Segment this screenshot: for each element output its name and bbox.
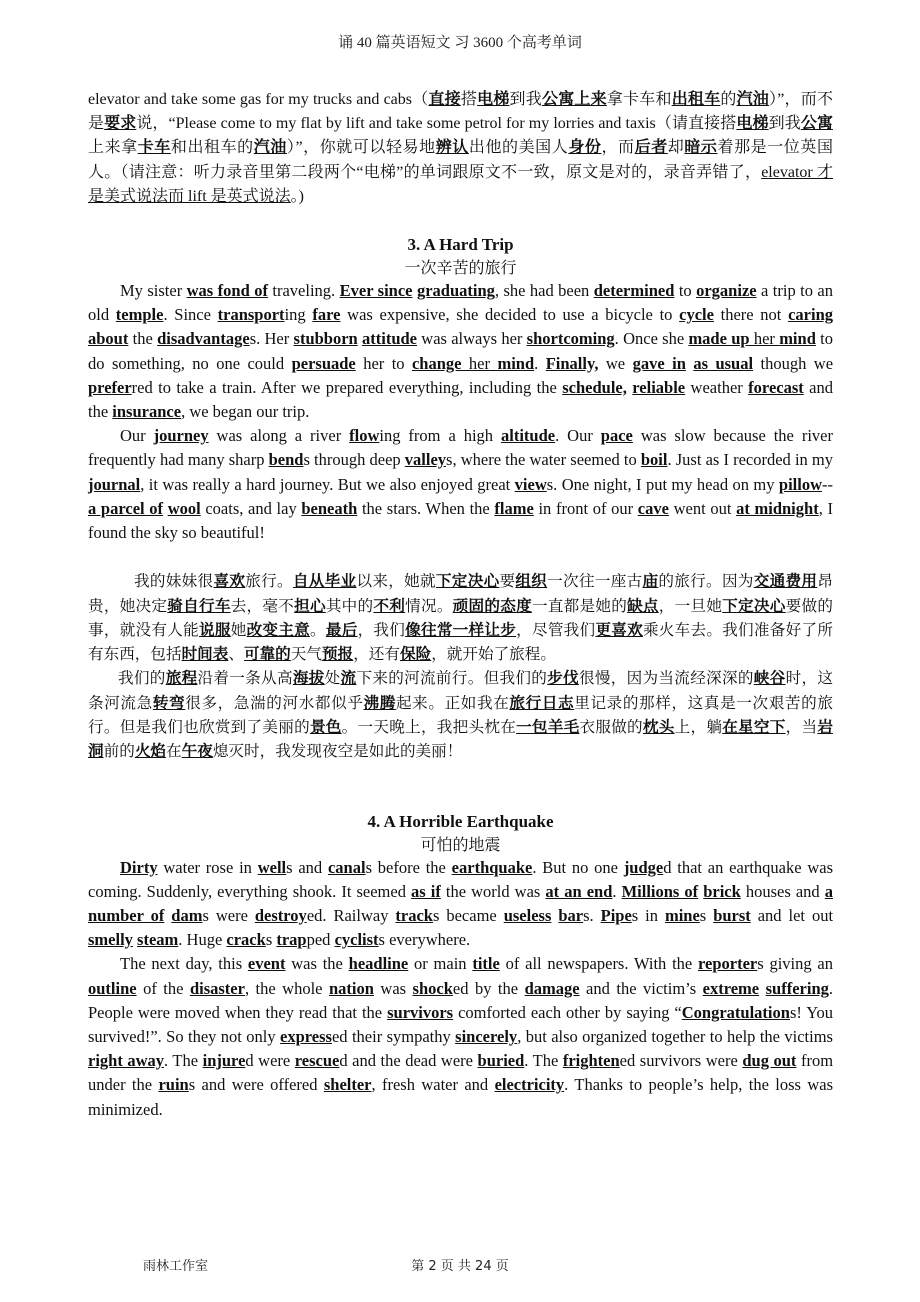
keyword: forecast xyxy=(748,377,804,397)
text-run: ，我们 xyxy=(357,620,406,639)
keyword: disadvantage xyxy=(157,329,250,349)
text-run: 乘火车去。我们准备好了所有东西，包括 xyxy=(88,620,833,664)
keyword: 午夜 xyxy=(181,742,213,761)
text-run: her xyxy=(749,329,780,349)
text-run: of the xyxy=(136,978,190,998)
document-body xyxy=(88,88,833,1122)
keyword: frighten xyxy=(562,1051,620,1071)
keyword: determined xyxy=(593,281,675,301)
keyword: express xyxy=(280,1027,332,1047)
text-run: s, where the water seemed to xyxy=(446,450,641,470)
keyword: temple xyxy=(115,305,164,325)
keyword: was fond of xyxy=(186,281,268,301)
text-run: s became xyxy=(432,906,504,926)
keyword: 不利 xyxy=(373,596,406,615)
text-run: , she had been xyxy=(494,281,594,301)
text-run: . Huge xyxy=(178,930,227,950)
keyword: Dirty xyxy=(120,857,158,877)
keyword: made up xyxy=(688,329,750,349)
text-run: 一次往一座古 xyxy=(547,572,643,591)
text-run: 上，躺 xyxy=(674,718,723,737)
keyword: altitude xyxy=(501,426,556,446)
keyword: brick xyxy=(703,881,741,901)
keyword: shelter xyxy=(323,1075,372,1095)
keyword: Finally, xyxy=(545,353,599,373)
text-run: . People were moved when they read that the xyxy=(88,978,833,1022)
text-run: 沿着一条从高 xyxy=(197,669,293,688)
text-run: . The xyxy=(524,1051,563,1071)
keyword: 自从毕业 xyxy=(292,572,357,591)
text-run: and let out xyxy=(750,906,834,926)
text-run: houses and xyxy=(740,881,825,901)
text-run: 却 xyxy=(667,139,685,157)
text-run: 到我 xyxy=(509,91,542,108)
text-run: ing xyxy=(284,305,313,325)
text-run: , we began our trip. xyxy=(181,402,310,422)
keyword: 旅行日志 xyxy=(509,693,575,712)
text-run: 、 xyxy=(228,645,244,664)
keyword: disaster xyxy=(189,978,245,998)
keyword: beneath xyxy=(301,498,358,518)
paragraph xyxy=(88,856,833,953)
text-run: was slow because the river frequently had many sharp xyxy=(88,426,833,470)
keyword: stubborn xyxy=(293,329,358,349)
keyword: 下定决心 xyxy=(435,572,500,591)
keyword: crack xyxy=(226,930,266,950)
keyword: 时间表 xyxy=(181,645,229,664)
text-run: 熄灭时，我发现夜空是如此的美丽！ xyxy=(212,742,463,761)
keyword: graduating xyxy=(416,281,495,301)
keyword: wool xyxy=(167,498,201,518)
keyword: mine xyxy=(664,906,700,926)
keyword: survivors xyxy=(387,1002,454,1022)
keyword: attitude xyxy=(362,329,418,349)
text-run: went out xyxy=(668,498,737,518)
text-run: . xyxy=(612,881,622,901)
keyword: flame xyxy=(494,498,534,518)
keyword: rescue xyxy=(294,1051,340,1071)
keyword: bend xyxy=(268,450,304,470)
text-run: and the xyxy=(88,377,833,422)
keyword: mind xyxy=(497,353,535,373)
text-run: 时，这条河流急 xyxy=(88,669,833,712)
keyword: pace xyxy=(600,426,633,446)
keyword: a number of xyxy=(88,881,833,926)
paragraph xyxy=(88,569,833,666)
text-run: water rose in xyxy=(157,857,258,877)
text-run: ）”，你就可以轻易地 xyxy=(286,139,436,157)
keyword: trap xyxy=(276,930,307,950)
text-run: was always her xyxy=(417,329,527,349)
keyword: 沸腾 xyxy=(363,693,396,712)
text-run: 情况。 xyxy=(405,596,453,615)
keyword: burst xyxy=(713,906,751,926)
keyword: mind xyxy=(779,329,816,349)
keyword: 辨认 xyxy=(435,139,469,157)
text-run: , but also organized together to help the victims xyxy=(517,1027,833,1047)
text-run: her xyxy=(461,353,498,373)
keyword: well xyxy=(257,857,287,877)
keyword: fare xyxy=(312,305,341,325)
text-run: and the victim’s xyxy=(579,978,703,998)
text-run: ped xyxy=(306,930,335,950)
text-run: s were xyxy=(202,906,255,926)
keyword: useless xyxy=(503,906,552,926)
text-run: red to take a train. After we prepared everything, including the xyxy=(131,377,563,397)
keyword: caring about xyxy=(88,305,834,349)
paragraph xyxy=(88,666,833,763)
keyword: 担心 xyxy=(294,596,326,615)
text-run: , the whole xyxy=(244,978,329,998)
keyword: as if xyxy=(411,881,441,901)
keyword: journey xyxy=(153,426,209,446)
keyword: electricity xyxy=(494,1075,565,1095)
text-run: 衣服做的 xyxy=(579,718,643,737)
keyword: 火焰 xyxy=(134,742,167,761)
text-run: 天气 xyxy=(290,645,322,664)
keyword: journal xyxy=(88,474,141,494)
text-run: ，尽管我们 xyxy=(516,620,596,639)
text-run: 着那是一位英国人。（请注意：听力录音里第二段两个“电梯”的单词跟原文不一致，原文是对的，录音弄错了， xyxy=(88,139,833,181)
text-run: 的 xyxy=(720,91,737,108)
spacer xyxy=(88,764,833,810)
keyword: 旅程 xyxy=(165,669,198,688)
text-run: 里记录的那样，这真是一次艰苦的旅行。但是我们也欣赏到了美丽的 xyxy=(88,693,833,737)
text-run: though we xyxy=(753,353,834,373)
text-run: 搭 xyxy=(460,91,478,108)
text-run: elevator 才是美式说法而 lift 是英式说法 xyxy=(88,163,833,205)
text-run: 说，“Please come to my flat by lift and take some petrol for my lorries and taxis（请直接搭 xyxy=(136,115,737,133)
keyword: 在星空下 xyxy=(722,718,786,737)
text-run: 要做的事，就没有人能 xyxy=(88,596,833,639)
text-run: to xyxy=(674,281,697,301)
text-run: 很慢，因为当流经深深的 xyxy=(578,669,754,688)
keyword: injure xyxy=(202,1051,246,1071)
keyword: insurance xyxy=(112,402,182,422)
text-run: ，还有 xyxy=(353,645,400,664)
text-run: comforted each other by saying “ xyxy=(453,1002,682,1022)
text-run: was the xyxy=(285,954,349,974)
keyword: reliable xyxy=(632,377,686,397)
text-run: the xyxy=(128,329,158,349)
keyword: reporter xyxy=(698,954,758,974)
keyword: 身份 xyxy=(568,139,602,157)
keyword: extreme xyxy=(702,978,760,998)
keyword: 组织 xyxy=(515,572,548,591)
keyword: 转弯 xyxy=(152,693,186,712)
text-run: ed their sympathy xyxy=(331,1027,456,1047)
text-run: s! You survived!”. So they not only xyxy=(88,1002,833,1047)
story-title: 3. A Hard Trip xyxy=(407,235,514,255)
text-run: 。一天晚上，我把头枕在 xyxy=(341,718,517,737)
keyword: 可靠的 xyxy=(243,645,291,664)
keyword: destroy xyxy=(254,906,307,926)
text-run: ）”，而不是 xyxy=(88,91,833,133)
keyword: shortcoming xyxy=(526,329,615,349)
text-run: or main xyxy=(408,954,473,974)
keyword: bar xyxy=(558,906,584,926)
text-run: the world was xyxy=(440,881,546,901)
keyword: 保险 xyxy=(399,645,432,664)
keyword: Millions of xyxy=(621,881,699,901)
text-run: . Once she xyxy=(614,329,689,349)
keyword: cycle xyxy=(679,305,714,325)
keyword: 直接 xyxy=(428,91,461,108)
keyword: sincerely xyxy=(455,1027,518,1047)
text-run: s. One night, I put my head on my xyxy=(546,474,779,494)
text-run: ed. Railway xyxy=(306,906,396,926)
text-run: . The xyxy=(164,1051,203,1071)
keyword: dug out xyxy=(742,1051,797,1071)
text-run: s. xyxy=(583,906,601,926)
text-run: . But no one xyxy=(532,857,624,877)
text-run: 起来。正如我在 xyxy=(395,693,510,712)
spacer xyxy=(88,209,833,233)
text-run: elevator and take some gas for my trucks and cabs（ xyxy=(88,91,429,108)
keyword: cyclist xyxy=(334,930,379,950)
text-run: s and xyxy=(286,857,328,877)
keyword: judge xyxy=(623,857,664,877)
text-run: traveling. xyxy=(267,281,340,301)
keyword: 交通费用 xyxy=(753,572,818,591)
text-run: , it was really a hard journey. But we also enjoyed great xyxy=(140,474,515,494)
keyword: a parcel of xyxy=(88,498,164,518)
keyword: transport xyxy=(217,305,285,325)
keyword: headline xyxy=(348,954,409,974)
story-subtitle: 可怕的地震 xyxy=(420,834,501,854)
keyword: earthquake xyxy=(451,857,533,877)
text-run: 旅行。 xyxy=(245,572,293,591)
keyword: 海拔 xyxy=(292,669,325,688)
keyword: persuade xyxy=(291,353,356,373)
paragraph xyxy=(88,952,833,1121)
keyword: 汽油 xyxy=(736,91,769,108)
text-run: 我们的 xyxy=(118,669,166,688)
keyword: prefer xyxy=(88,377,132,397)
text-run: 。 xyxy=(309,620,326,639)
keyword: buried xyxy=(477,1051,525,1071)
keyword: change xyxy=(411,353,462,373)
text-run: , fresh water and xyxy=(371,1075,495,1095)
keyword: 景色 xyxy=(309,718,342,737)
text-run: 拿卡车和 xyxy=(606,91,672,108)
text-run: -- xyxy=(822,474,833,494)
text-run: s xyxy=(699,906,714,926)
keyword: steam xyxy=(137,930,179,950)
text-run: ed survivors were xyxy=(619,1051,743,1071)
text-run: 昂贵，她决定 xyxy=(88,572,833,615)
keyword: 后者 xyxy=(634,139,668,157)
text-run: weather xyxy=(685,377,749,397)
keyword: 流 xyxy=(340,669,357,688)
text-run: 。) xyxy=(290,187,305,205)
keyword: valley xyxy=(404,450,447,470)
text-run: of all newspapers. With the xyxy=(499,954,699,974)
keyword: shock xyxy=(412,978,453,998)
text-run: ，一旦她 xyxy=(658,596,723,615)
keyword: suffering xyxy=(765,978,829,998)
text-run: . Since xyxy=(163,305,218,325)
text-run: 出他的美国人 xyxy=(468,139,569,157)
text-run: s. Her xyxy=(249,329,294,349)
text-run: d and the dead were xyxy=(339,1051,478,1071)
paragraph xyxy=(88,424,833,545)
text-run: her to xyxy=(355,353,412,373)
footer-studio: 雨林工作室 xyxy=(143,1259,209,1274)
text-run: 要 xyxy=(499,572,516,591)
keyword: 最后 xyxy=(325,620,358,639)
text-run: from under the xyxy=(88,1051,834,1095)
text-run: 其中的 xyxy=(325,596,374,615)
keyword: 骑自行车 xyxy=(167,596,231,615)
text-run: 去，毫不 xyxy=(230,596,295,615)
text-run: 下来的河流前行。但我们的 xyxy=(356,669,548,688)
keyword: 庙 xyxy=(642,572,659,591)
paragraph xyxy=(88,88,833,209)
keyword: damage xyxy=(524,978,580,998)
text-run: 在 xyxy=(166,742,182,761)
text-run: ，而 xyxy=(601,139,635,157)
text-run: we xyxy=(598,353,633,373)
text-run: s through deep xyxy=(303,450,405,470)
keyword: 公寓上来 xyxy=(541,91,607,108)
text-run: d that an earthquake was coming. Suddenly, everything shook. It seemed xyxy=(88,857,834,901)
page-header: 诵 40 篇英语短文 习 3600 个高考单词 xyxy=(338,35,582,51)
keyword: schedule, xyxy=(562,377,627,397)
text-run: ，就开始了旅程。 xyxy=(431,645,556,664)
text-run: My sister xyxy=(120,281,187,301)
page-number: 第 2 页 共 24 页 xyxy=(411,1259,509,1274)
keyword: 卡车 xyxy=(137,139,171,157)
text-run: ed by the xyxy=(452,978,525,998)
text-run: s and were offered xyxy=(188,1075,324,1095)
keyword: 说服 xyxy=(198,620,231,639)
keyword: right away xyxy=(88,1051,165,1071)
text-run: 和出租车的 xyxy=(170,139,254,157)
keyword: 峡谷 xyxy=(753,669,786,688)
text-run: . Just as I recorded in my xyxy=(667,450,834,470)
text-run: 到我 xyxy=(768,115,801,133)
keyword: as usual xyxy=(693,353,754,373)
text-run: s in xyxy=(631,906,665,926)
text-run: d were xyxy=(245,1051,295,1071)
text-run: . Thanks to people’s help, the loss was minimized. xyxy=(88,1075,834,1119)
keyword: 改变主意 xyxy=(246,620,310,639)
keyword: gave in xyxy=(632,353,686,373)
keyword: 公寓 xyxy=(800,115,833,133)
keyword: Congratulation xyxy=(681,1002,790,1022)
keyword: 更喜欢 xyxy=(595,620,643,639)
text-run: s giving an xyxy=(757,954,833,974)
keyword: pillow xyxy=(778,474,822,494)
keyword: title xyxy=(472,954,500,974)
text-run: . xyxy=(534,353,546,373)
keyword: track xyxy=(395,906,433,926)
text-run: , I found the sky so beautiful! xyxy=(88,498,833,543)
keyword: 汽油 xyxy=(253,139,287,157)
text-run: . Our xyxy=(555,426,601,446)
text-run: the stars. When the xyxy=(357,498,495,518)
keyword: boil xyxy=(640,450,668,470)
text-run: there not xyxy=(713,305,789,325)
keyword: 缺点 xyxy=(627,596,659,615)
text-run: 她 xyxy=(230,620,247,639)
keyword: organize xyxy=(696,281,757,301)
keyword: 顽固的态度 xyxy=(452,596,532,615)
text-run: was xyxy=(373,978,413,998)
keyword: 枕头 xyxy=(642,718,675,737)
text-run: s xyxy=(265,930,277,950)
keyword: ruin xyxy=(158,1075,189,1095)
text-run: 很多，急湍的河水都似乎 xyxy=(185,693,364,712)
keyword: at midnight xyxy=(736,498,819,518)
keyword: at an end xyxy=(545,881,613,901)
keyword: nation xyxy=(328,978,374,998)
keyword: cave xyxy=(637,498,669,518)
keyword: 岩洞 xyxy=(88,718,833,761)
story-subtitle: 一次辛苦的旅行 xyxy=(404,258,517,278)
text-run: s before the xyxy=(365,857,452,877)
keyword: outline xyxy=(88,978,137,998)
story-title: 4. A Horrible Earthquake xyxy=(367,811,554,831)
text-run: The next day, this xyxy=(120,954,248,974)
text-run: Our xyxy=(120,426,154,446)
text-run: 我的妹妹很 xyxy=(134,572,214,591)
keyword: dam xyxy=(171,906,203,926)
text-run: in front of our xyxy=(533,498,638,518)
text-run: a trip to an old xyxy=(88,281,833,325)
keyword: 电梯 xyxy=(477,91,510,108)
text-run: 处 xyxy=(324,669,341,688)
keyword: 预报 xyxy=(321,645,354,664)
keyword: event xyxy=(247,954,286,974)
text-run: ，当 xyxy=(785,718,818,737)
keyword: Ever since xyxy=(339,281,413,301)
keyword: flow xyxy=(349,426,380,446)
text-run: s everywhere. xyxy=(378,930,471,950)
keyword: canal xyxy=(327,857,366,877)
keyword: 步伐 xyxy=(547,669,579,688)
keyword: 下定决心 xyxy=(722,596,786,615)
text-run: 的旅行。因为 xyxy=(658,572,754,591)
text-run: 上来拿 xyxy=(88,139,138,157)
keyword: 像往常一样让步 xyxy=(405,620,517,639)
keyword: view xyxy=(514,474,547,494)
keyword: smelly xyxy=(88,930,133,950)
paragraph xyxy=(88,279,833,424)
text-run: was expensive, she decided to use a bicycle to xyxy=(340,305,680,325)
text-run: to do something, no one could xyxy=(88,329,833,373)
spacer xyxy=(88,545,833,569)
keyword: 暗示 xyxy=(684,139,718,157)
text-run: ing from a high xyxy=(379,426,502,446)
text-run: 一直都是她的 xyxy=(531,596,628,615)
keyword: 出租车 xyxy=(671,91,721,108)
keyword: 电梯 xyxy=(736,115,769,133)
text-run: 前的 xyxy=(103,742,135,761)
text-run: 以来，她就 xyxy=(356,572,436,591)
keyword: 要求 xyxy=(104,115,137,133)
keyword: 一包羊毛 xyxy=(516,718,580,737)
keyword: 喜欢 xyxy=(213,572,246,591)
text-run: coats, and lay xyxy=(200,498,302,518)
text-run: was along a river xyxy=(208,426,350,446)
keyword: Pipe xyxy=(600,906,632,926)
